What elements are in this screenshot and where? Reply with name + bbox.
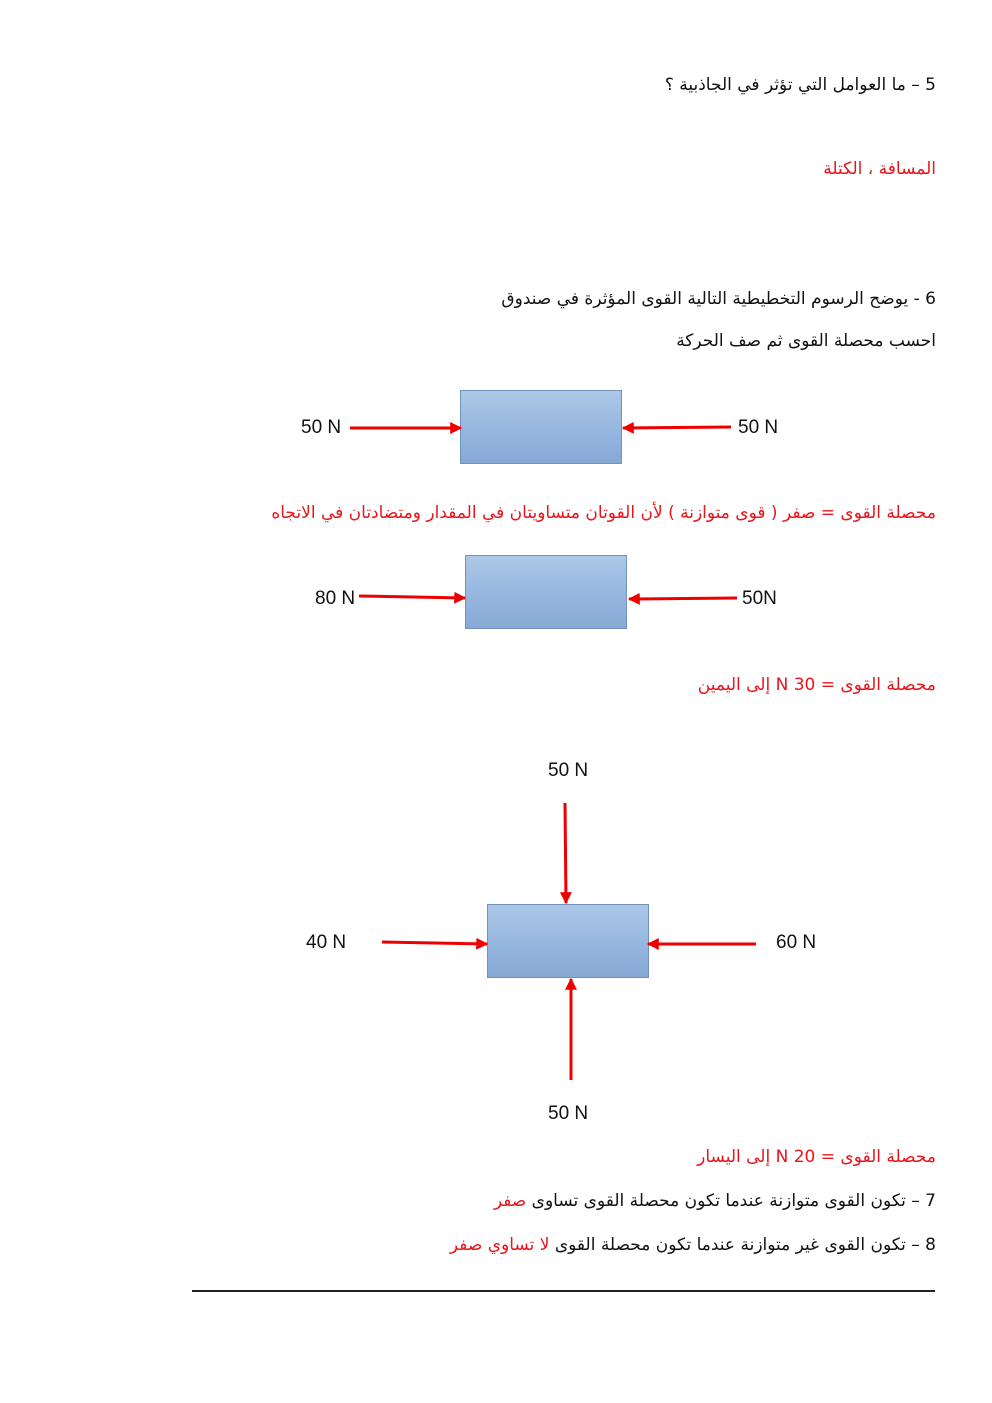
question-7: [494, 1189, 936, 1213]
diagram3-left-arrow: [382, 942, 487, 944]
force-box-2: [465, 555, 627, 629]
diagram1-right-arrow: [623, 427, 731, 428]
diagram2-left-arrow: [359, 596, 465, 598]
question-8-answer: لا تساوي صفر: [449, 1235, 550, 1255]
diagram2-right-arrow: [629, 598, 737, 599]
question-5: 5 – ما العوامل التي تؤثر في الجاذبية ؟: [664, 75, 936, 95]
diagram3-top-arrow: [565, 803, 566, 903]
diagram2-left-force-label: 80 N: [315, 588, 356, 609]
diagram1-left-force-label: 50 N: [301, 417, 342, 438]
question-6: 6 - يوضح الرسوم التخطيطية التالية القوى المؤثرة في صندوق: [501, 289, 936, 309]
question-8-text: 8 – تكون القوى غير متوازنة عندما تكون محصلة القوى: [554, 1235, 936, 1255]
diagram3-answer: محصلة القوى = 20 N إلى اليسار: [697, 1147, 936, 1167]
diagram3-left-force-label: 40 N: [306, 932, 347, 953]
diagram2-answer: محصلة القوى = 30 N إلى اليمين: [697, 675, 936, 695]
diagram3-right-force-label: 60 N: [776, 932, 817, 953]
question-7-text: 7 – تكون القوى متوازنة عندما تكون محصلة القوى تساوى: [531, 1191, 936, 1211]
diagram1-right-force-label: 50 N: [738, 417, 779, 438]
diagram1-answer: محصلة القوى = صفر ( قوى متوازنة ) لأن القوتان متساويتان في المقدار ومتضادتان في الاتجاه: [271, 503, 936, 523]
diagram2-right-force-label: 50N: [742, 588, 777, 609]
answer-5: المسافة ، الكتلة: [823, 159, 936, 179]
footer-divider: [192, 1290, 935, 1292]
force-box-3: [487, 904, 649, 978]
question-8: [450, 1233, 936, 1257]
force-box-1: [460, 390, 622, 464]
question-7-answer: صفر: [493, 1191, 527, 1211]
diagram3-top-force-label: 50 N: [548, 760, 589, 781]
diagram3-bottom-force-label: 50 N: [548, 1103, 589, 1124]
question-6-instruction: احسب محصلة القوى ثم صف الحركة: [676, 331, 936, 351]
